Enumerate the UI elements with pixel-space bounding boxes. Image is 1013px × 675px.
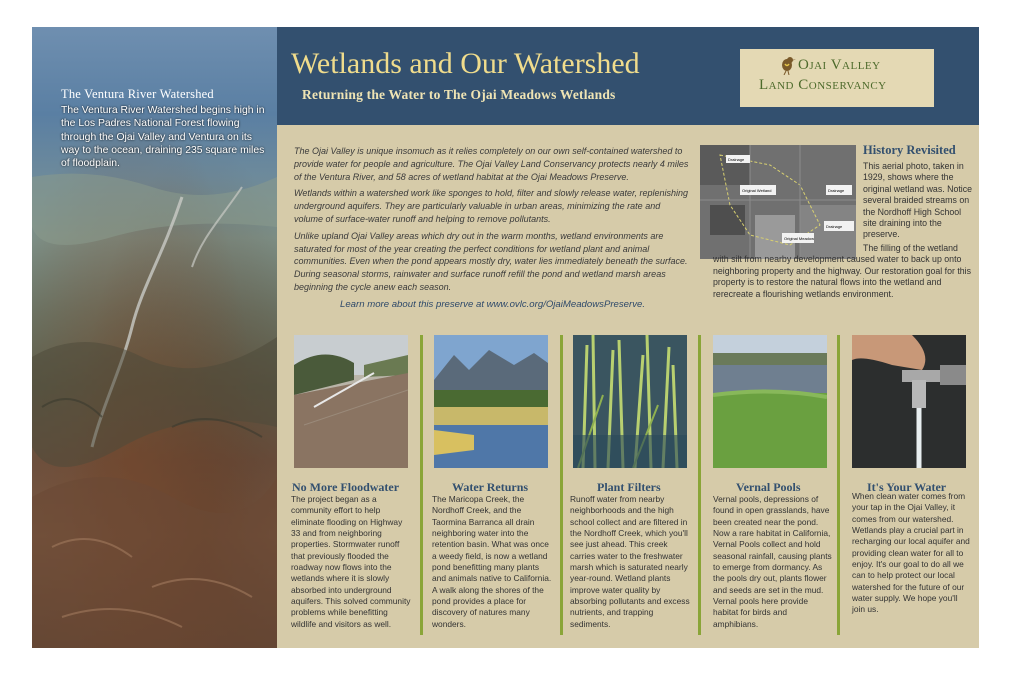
intro-paragraph: Unlike upland Ojai Valley areas which dry out in the warm months, wetland environments are saturated for most of the year creating the perfect conditions for wetland plant and animal communities. Even when the pond appears mostly dry, water lies immediately beneath the surface. During seasonal storms, rainwater and surface runoff refill the pond and wetland marsh areas beginning the cycle anew each season. — [294, 230, 688, 292]
history-title: History Revisited — [863, 143, 956, 157]
vernal-pool-photo — [713, 335, 827, 468]
intro-paragraph: The Ojai Valley is unique insomuch as it relies completely on our own self-contained watershed to provide water for people and agriculture. The Ojai Valley Land Conservancy protects nearly 4 miles of the Ventura River, and 58 acres of wetland habitat at the Ojai Meadows Preserve. — [294, 146, 689, 182]
column-title: Water Returns — [452, 480, 529, 494]
column-divider — [698, 335, 701, 635]
column-title: Plant Filters — [597, 480, 661, 494]
flooded-road-photo — [294, 335, 408, 468]
pond-mountains-photo — [434, 335, 548, 468]
aerial-title: The Ventura River Watershed — [61, 87, 214, 101]
column-text: The project began as a community effort to help eliminate flooding on Highway 33 and from neighboring properties. Stormwater runoff that previously flooded the roadway now flows into the wetlands where it is slowly absorbed into underground aquifers. This solved community problems while benefitting wildlife and visitors as well. — [291, 494, 411, 629]
interpretive-sign — [32, 27, 979, 648]
marsh-reeds-photo — [573, 335, 687, 468]
historic-aerial-illustration — [700, 145, 856, 259]
column-divider — [560, 335, 563, 635]
column-text: The Maricopa Creek, the Nordhoff Creek, and the Taormina Barranca all drain neighboring water into the retention basin. What was once a weedy field, is now a wetland pond benefitting many plants and animals native to California. A walk along the shores of the pond provides a place for discovery of natures many wonders. — [432, 494, 552, 629]
ovlc-logo — [740, 49, 934, 107]
photo-label-text: Original Meadow — [784, 236, 815, 241]
photo-label-text: Original Wetland — [742, 188, 772, 193]
page-title: Wetlands and Our Watershed — [291, 47, 640, 80]
logo-text-line1: Ojai Valley — [798, 57, 881, 73]
aerial-watershed-photo — [32, 27, 277, 648]
history-paragraph: The filling of the wetland with silt from nearby development caused water to back up onto neighboring property and the highway. Our restoration goal for this property is to restore the natural flows into the wetland and rerecreate a flourishing wetlands environment. — [713, 243, 972, 299]
column-text: Runoff water from nearby neighborhoods and the high school collect and are filtered in the Nordhoff Creek, which you'll see just ahead. This creek carries water to the freshwater marsh which is saturated nearly year-round. Wetland plants improve water quality by absorbing pollutants and excess nutrients, and trapping sediments. — [570, 494, 690, 629]
photo-label-text: Drainage — [826, 224, 843, 229]
column-divider — [837, 335, 840, 635]
intro-text — [294, 145, 689, 298]
photo-label-text: Drainage — [828, 188, 845, 193]
header-band — [277, 27, 979, 125]
learn-more-link[interactable]: Learn more about this preserve at www.ovlc.org/OjaiMeadowsPreserve. — [340, 299, 646, 310]
page-subtitle: Returning the Water to The Ojai Meadows Wetlands — [302, 87, 616, 102]
photo-label-text: Drainage — [728, 157, 745, 162]
logo-text-line2: Land Conservancy — [759, 77, 887, 93]
water-faucet-photo — [852, 335, 966, 468]
history-aerial-photo — [700, 145, 856, 259]
column-title: Vernal Pools — [736, 480, 801, 494]
aerial-description: The Ventura River Watershed begins high in the Los Padres National Forest flowing through the Ojai Valley and Ventura on its way to the ocean, draining 235 square miles of floodplain. — [61, 105, 265, 170]
column-title: No More Floodwater — [292, 480, 400, 494]
meadowlark-icon — [778, 55, 796, 75]
column-text: Vernal pools, depressions of found in open grasslands, have been created near the pond. Now a rare habitat in California, Vernal Pools collect and hold seasonal rainfall, causing plants to emerge from dormancy. As the pools dry out, plants flower and seeds are set in the mud. Vernal pools here provide habitat for birds and amphibians. — [713, 494, 832, 629]
history-paragraph: This aerial photo, taken in 1929, shows where the original wetland was. Notice several braided streams on the Nordhoff High School site draining into the preserve. — [863, 161, 973, 240]
column-divider — [420, 335, 423, 635]
intro-paragraph: Wetlands within a watershed work like sponges to hold, filter and slowly release water, replenishing underground aquifers. They are particularly valuable in urban areas, minimizing the rate and volume of surface-water runoff and helping to remove pollutants. — [294, 188, 689, 224]
column-text: When clean water comes from your tap in the Ojai Valley, it comes from our watershed. Wetlands play a crucial part in recharging our local aquifer and providing clean water for all to enjoy. It's our goal to do all we can to help protect our local watershed for the future of our water supply. We hope you'll join us. — [852, 491, 970, 615]
column-title: It's Your Water — [867, 480, 947, 494]
